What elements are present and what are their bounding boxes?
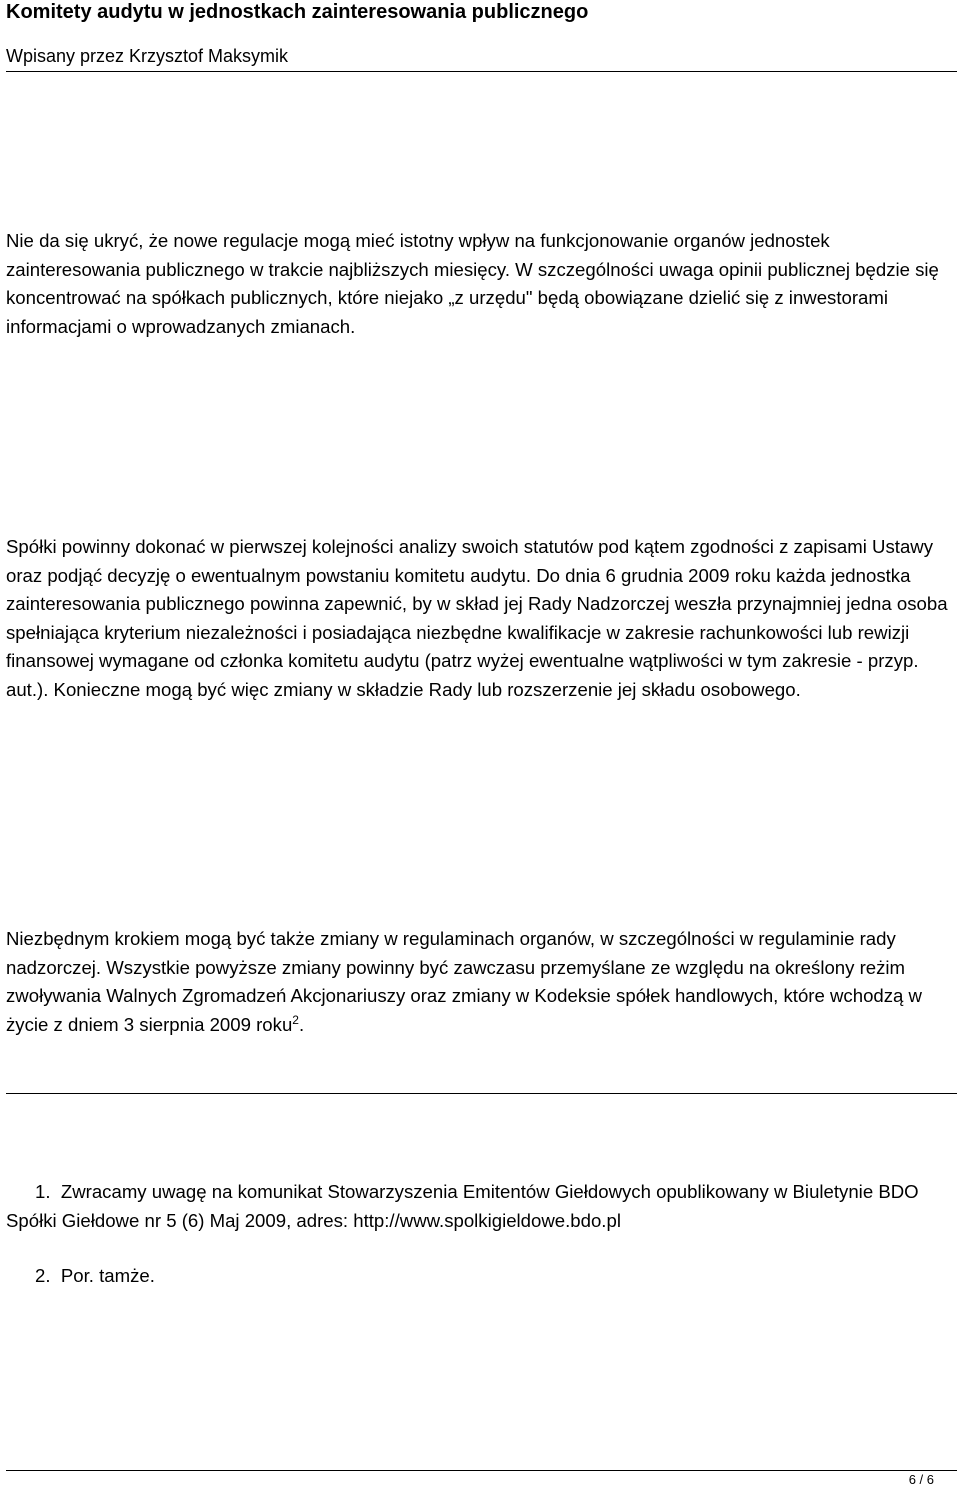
footnote-2-text: Por. tamże. [60, 1265, 155, 1286]
page-number: 6 / 6 [908, 1472, 934, 1487]
paragraph-3 [6, 925, 956, 1039]
footnote-1-text: Zwracamy uwagę na komunikat Stowarzyszenia Emitentów Giełdowych opublikowany w Biuletynie BDO Spółki Giełdowe nr 5 (6) Maj 2009, adres: http://www.spolkigieldowe.bdo.pl [6, 1181, 919, 1231]
header-divider [6, 71, 957, 72]
paragraph-3-period: . [298, 1013, 305, 1035]
author-line: Wpisany przez Krzysztof Maksymik [6, 46, 289, 66]
document-title: Komitety audytu w jednostkach zainteresowania publicznego [6, 1, 589, 23]
footnote-divider [6, 1093, 957, 1094]
footnote-1 [6, 1178, 956, 1235]
paragraph-1: Nie da się ukryć, że nowe regulacje mogą mieć istotny wpływ na funkcjonowanie organów jednostek zainteresowania publicznego w trakcie najbliższych miesięcy. W szczególności uwaga opinii publicznej będzie się koncentrować na spółkach publicznych, które niejako „z urzędu" będą obowiązane dzielić się z inwestorami informacjami o wprowadzanych zmianach. [6, 230, 939, 337]
paragraph-3-text: Niezbędnym krokiem mogą być także zmiany w regulaminach organów, w szczególności w regulaminie rady nadzorczej. Wszystkie powyższe zmiany powinny być zawczasu przemyślane ze względu na określony reżim zwoływania Walnych Zgromadzeń Akcjonariuszy oraz zmiany w Kodeksie spółek handlowych, które wchodzą w życie z dniem 3 sierpnia 2009 roku [6, 928, 922, 1035]
footnote-reference-2[interactable]: 2 [292, 1012, 299, 1027]
paragraph-2: Spółki powinny dokonać w pierwszej kolejności analizy swoich statutów pod kątem zgodności z zapisami Ustawy oraz podjąć decyzję o ewentualnym powstaniu komitetu audytu. Do dnia 6 grudnia 2009 roku każda jednostka zainteresowania publicznego powinna zapewnić, by w skład jej Rady Nadzorczej weszła przynajmniej jedna osoba spełniająca kryterium niezależności i posiadająca niezbędne kwalifikacje w zakresie rachunkowości lub rewizji finansowej wymagane od członka komitetu audytu (patrz wyżej ewentualne wątpliwości w tym zakresie - przyp. aut.). Konieczne mogą być więc zmiany w składzie Rady lub rozszerzenie jej składu osobowego. [6, 536, 948, 700]
footnote-1-number: 1. [35, 1181, 51, 1202]
footer-divider [6, 1470, 957, 1471]
footnote-2-number: 2. [35, 1265, 51, 1286]
footnote-2 [6, 1262, 956, 1291]
